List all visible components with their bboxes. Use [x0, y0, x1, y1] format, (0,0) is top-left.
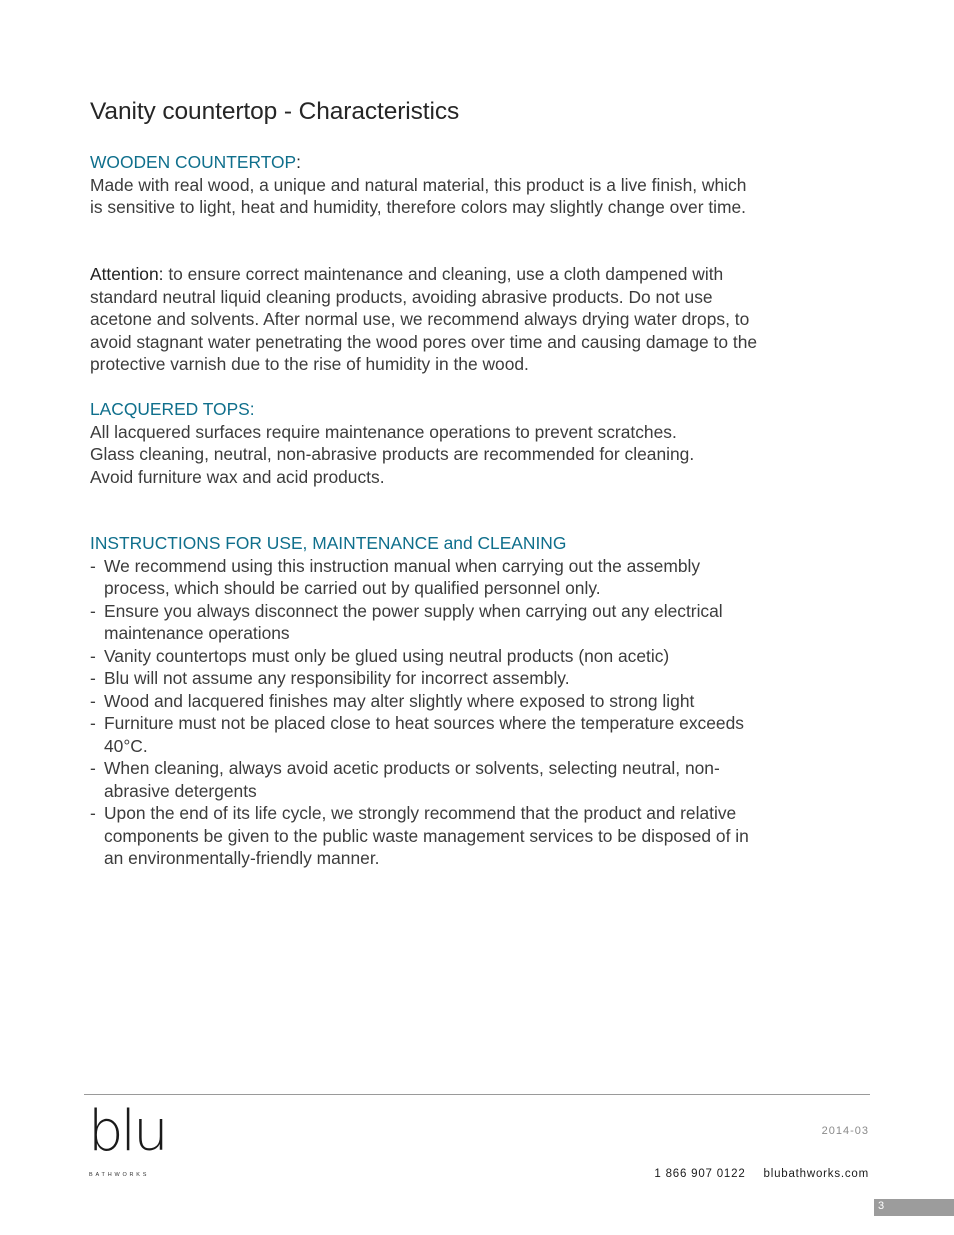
- list-item-text: Furniture must not be placed close to heat sources where the temperature exceeds 40°C.: [104, 713, 744, 756]
- lacquered-line: All lacquered surfaces require maintenance operations to prevent scratches.: [90, 421, 677, 442]
- list-item-text: Upon the end of its life cycle, we strongly recommend that the product and relative components be given to the public waste management services to be disposed of in an environmentally-friendly manner.: [104, 803, 749, 868]
- list-item: [90, 600, 760, 645]
- wooden-countertop-section: [90, 151, 760, 219]
- list-item-text: When cleaning, always avoid acetic products or solvents, selecting neutral, non-abrasive detergents: [104, 758, 720, 801]
- attention-body: to ensure correct maintenance and cleaning, use a cloth dampened with standard neutral liquid cleaning products, avoiding abrasive products. Do not use acetone and solvents. After normal use, we recommend always drying water drops, to avoid stagnant water penetrating the wood pores over time and causing damage to the protective varnish due to the rise of humidity in the wood.: [90, 264, 758, 374]
- list-item: [90, 667, 760, 690]
- lacquered-line: Avoid furniture wax and acid products.: [90, 466, 385, 487]
- footer-contact: [654, 1168, 869, 1180]
- list-item: [90, 555, 760, 600]
- lacquered-tops-body: [90, 421, 760, 489]
- document-date: 2014-03: [821, 1125, 869, 1137]
- list-item-text: We recommend using this instruction manual when carrying out the assembly process, which should be carried out by qualified personnel only.: [104, 555, 701, 598]
- logo-wordmark: blu: [88, 1099, 166, 1164]
- footer-divider: [84, 1094, 870, 1095]
- page-number-tab: [874, 1199, 954, 1216]
- instructions-list: [90, 555, 760, 870]
- list-item: [90, 712, 760, 757]
- lacquered-tops-heading: LACQUERED TOPS:: [90, 399, 255, 419]
- list-dash: -: [90, 803, 96, 823]
- page-number: 3: [878, 1200, 885, 1212]
- list-dash: -: [90, 690, 96, 711]
- attention-paragraph: [90, 263, 760, 376]
- list-dash: -: [90, 645, 96, 666]
- website-link[interactable]: blubathworks.com: [763, 1168, 869, 1180]
- list-item-text: Vanity countertops must only be glued using neutral products (non acetic): [104, 645, 670, 666]
- lacquered-tops-section: [90, 398, 760, 488]
- list-item-text: Wood and lacquered finishes may alter slightly where exposed to strong light: [104, 690, 695, 711]
- list-dash: -: [90, 668, 96, 688]
- lacquered-line: Glass cleaning, neutral, non-abrasive products are recommended for cleaning.: [90, 444, 695, 464]
- list-item: [90, 645, 760, 668]
- wooden-countertop-heading: [90, 151, 760, 174]
- list-item: [90, 690, 760, 713]
- list-item-text: Ensure you always disconnect the power supply when carrying out any electrical maintenance operations: [104, 600, 723, 643]
- list-dash: -: [90, 713, 96, 733]
- page-title: Vanity countertop - Characteristics: [90, 98, 460, 125]
- instructions-heading: INSTRUCTIONS FOR USE, MAINTENANCE and CLEANING: [90, 533, 567, 553]
- instructions-section: [90, 532, 760, 870]
- list-dash: -: [90, 600, 96, 621]
- wooden-countertop-heading-text: WOODEN COUNTERTOP: [90, 152, 297, 172]
- list-item: [90, 757, 760, 802]
- attention-section: [90, 263, 760, 376]
- list-item-text: Blu will not assume any responsibility for incorrect assembly.: [104, 668, 570, 688]
- wooden-countertop-heading-colon: :: [296, 152, 301, 172]
- list-dash: -: [90, 555, 96, 576]
- attention-label: Attention:: [90, 264, 164, 284]
- wooden-countertop-body: Made with real wood, a unique and natural material, this product is a live finish, which is sensitive to light, heat and humidity, therefore colors may slightly change over time.: [90, 174, 747, 217]
- list-item: [90, 802, 760, 870]
- blu-logo: [88, 1099, 166, 1182]
- phone-number: 1 866 907 0122: [654, 1168, 746, 1180]
- list-dash: -: [90, 758, 96, 778]
- logo-subtext: BATHWORKS: [89, 1172, 150, 1178]
